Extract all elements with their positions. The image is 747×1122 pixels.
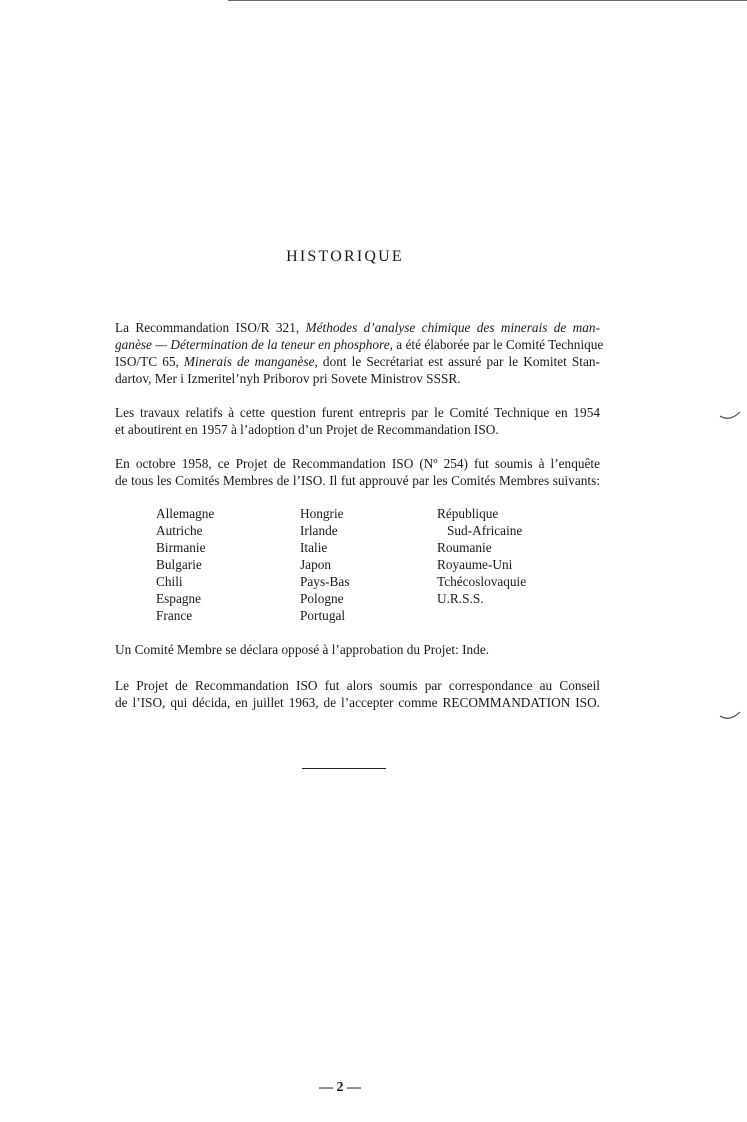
member-name: Autriche <box>156 523 203 538</box>
member-name: Bulgarie <box>156 557 202 572</box>
text-span: de tous les Comités Membres de l’ISO. Il fut approuvé par les Comités Membres suivants: <box>115 473 600 488</box>
scan-mark-icon <box>718 708 742 722</box>
text-span: et aboutirent en 1957 à l’adoption d’un Projet de Recommandation ISO. <box>115 422 499 437</box>
text-line <box>115 421 600 438</box>
member-name: Allemagne <box>156 506 215 521</box>
text-line <box>115 404 600 421</box>
text-span: Les travaux relatifs à cette question furent entrepris par le Comité Technique en 1954 <box>115 405 600 420</box>
text-line <box>115 694 600 711</box>
member-name: Portugal <box>300 608 346 623</box>
members-column-3 <box>437 505 526 607</box>
scan-mark-icon <box>718 408 742 422</box>
text-line <box>115 641 600 658</box>
text-span: En octobre 1958, ce Projet de Recommandation ISO (Nº 254) fut soumis à l’enquête <box>115 456 600 471</box>
member-name: Birmanie <box>156 540 206 555</box>
member-name: Italie <box>300 540 328 555</box>
paragraph-intro <box>115 319 604 387</box>
text-span: de l’ISO, qui décida, en juillet 1963, de l’accepter comme RECOMMANDATION ISO. <box>115 695 600 710</box>
text-line <box>115 370 600 387</box>
member-name: Japon <box>300 557 332 572</box>
text-span: Un Comité Membre se déclara opposé à l’approbation du Projet: Inde. <box>115 642 490 657</box>
paragraph-opposed <box>115 641 600 658</box>
section-separator <box>302 768 386 769</box>
text-line <box>115 455 600 472</box>
paragraph-acceptance <box>115 677 600 711</box>
italic-title: Minerais de manganèse <box>183 354 315 369</box>
page-number: — 2 — <box>319 1080 361 1095</box>
text-span: ISO/TC 65, <box>115 354 184 369</box>
paragraph-works <box>115 404 600 438</box>
top-edge-rule <box>228 0 747 1</box>
member-name: Roumanie <box>437 540 492 555</box>
member-name: Espagne <box>156 591 202 606</box>
italic-title: ganèse — Détermination de la teneur en phosphore <box>115 337 390 352</box>
text-line <box>115 336 604 353</box>
text-line <box>115 319 600 336</box>
member-name: Hongrie <box>300 506 344 521</box>
member-name: Tchécoslovaquie <box>437 574 527 589</box>
italic-title: Méthodes d’analyse chimique des minerais de man- <box>305 320 601 335</box>
member-name: Chili <box>156 574 183 589</box>
text-span: Le Projet de Recommandation ISO fut alors soumis par correspondance au Conseil <box>115 678 600 693</box>
page-title: HISTORIQUE <box>286 248 404 265</box>
text-span: dartov, Mer i Izmeritel’nyh Priborov pri Sovete Ministrov SSSR. <box>115 371 461 386</box>
members-column-1 <box>156 505 214 624</box>
paragraph-enquiry <box>115 455 600 489</box>
text-span: , dont le Secrétariat est assuré par le Komitet Stan- <box>314 354 600 369</box>
member-name: Royaume-Uni <box>437 557 513 572</box>
member-name: France <box>156 608 193 623</box>
member-name: Pologne <box>300 591 344 606</box>
member-name: U.R.S.S. <box>437 591 484 606</box>
text-line <box>115 677 600 694</box>
text-line <box>115 353 600 370</box>
text-line <box>115 472 600 489</box>
member-name-continuation: Sud-Africaine <box>447 523 523 538</box>
text-span: , a été élaborée par le Comité Technique <box>389 337 604 352</box>
text-span: La Recommandation ISO/R 321, <box>115 320 306 335</box>
members-column-2 <box>300 505 350 624</box>
member-name: République <box>437 506 499 521</box>
member-name: Pays-Bas <box>300 574 350 589</box>
member-name: Irlande <box>300 523 338 538</box>
